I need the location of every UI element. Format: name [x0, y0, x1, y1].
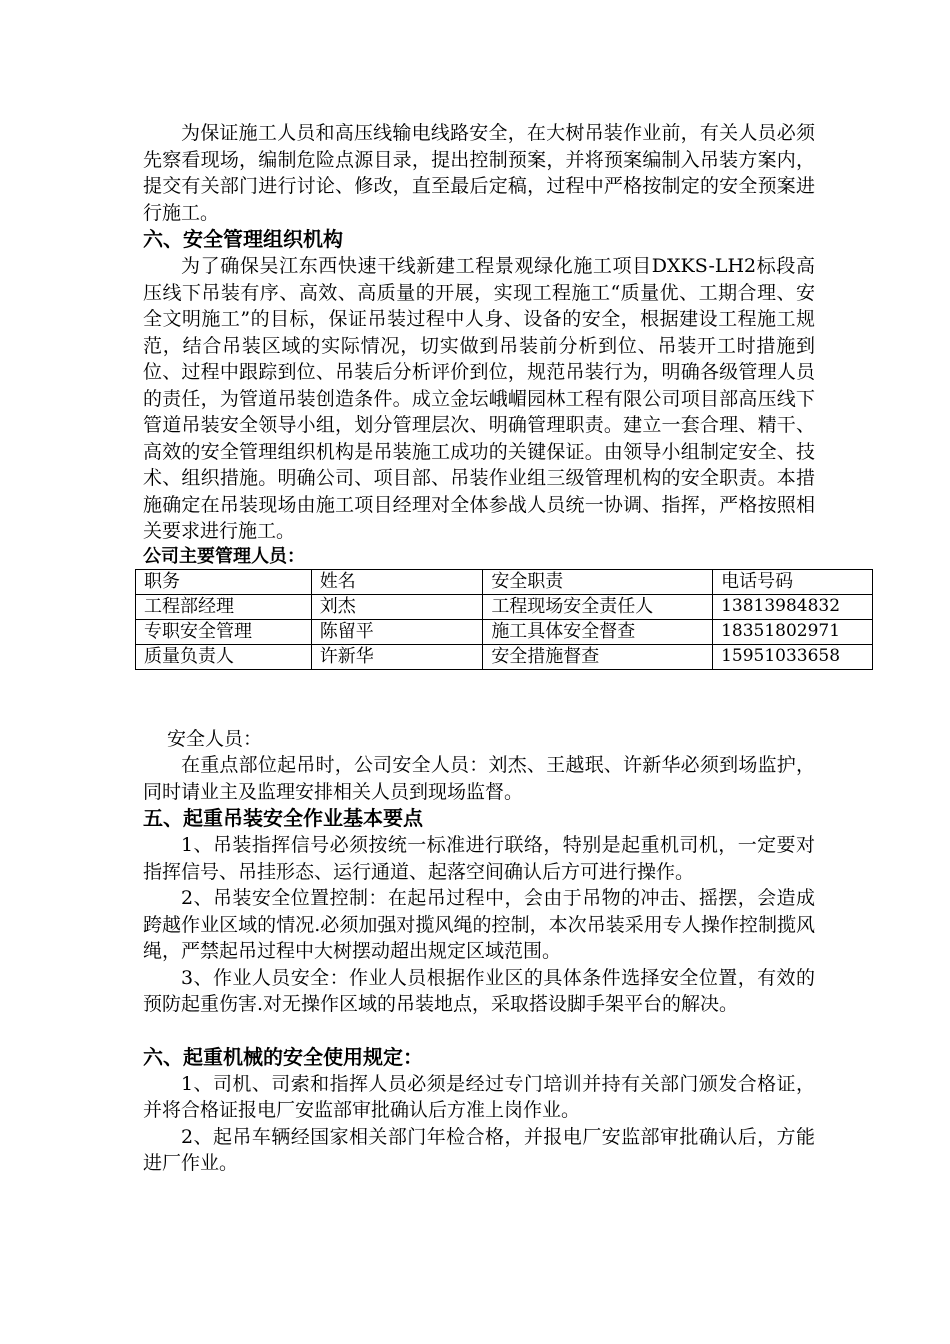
safety-staff-label: 安全人员：: [167, 727, 263, 750]
intro-paragraph: 为保证施工人员和高压线输电线路安全，在大树吊装作业前，有关人员必须先察看现场，编制危险点源目录，提出控制预案，并将预案编制入吊装方案内，提交有关部门进行讨论、修改，直至最后定稿，过程中严格按制定的安全预案进行施工。: [143, 122, 815, 224]
table-cell: 专职安全管理: [136, 619, 312, 644]
document-page: [143, 120, 841, 1177]
lifting-item-2: 2、吊装安全位置控制：在起吊过程中，会由于吊物的冲击、摇摆，会造成跨越作业区域的情况.必须加强对揽风绳的控制，本次吊装采用专人操作控制揽风绳，严禁起吊过程中大树摆动超出规定区域范围。: [143, 887, 815, 962]
staff-table: [135, 569, 873, 670]
table-cell: 质量负责人: [136, 644, 312, 669]
table-cell: 18351802971: [713, 619, 873, 644]
spacer: [143, 1018, 815, 1044]
column-header: 安全职责: [483, 569, 713, 594]
section-machinery-heading: 六、起重机械的安全使用规定：: [143, 1044, 423, 1069]
section-lifting-heading: 五、起重吊装安全作业基本要点: [143, 806, 423, 830]
staff-table-heading: 公司主要管理人员：: [143, 545, 305, 567]
table-header-row: [136, 569, 873, 594]
lifting-item-1: 1、吊装指挥信号必须按统一标准进行联络，特别是起重机司机，一定要对指挥信号、吊挂形态、运行通道、起落空间确认后方可进行操作。: [143, 834, 815, 883]
machinery-item-2: 2、起吊车辆经国家相关部门年检合格，并报电厂安监部审批确认后，方能进厂作业。: [143, 1125, 815, 1174]
table-cell: 陈留平: [311, 619, 483, 644]
table-row: [136, 594, 873, 619]
table-cell: 工程部经理: [136, 594, 312, 619]
column-header: 电话号码: [713, 569, 873, 594]
table-cell: 刘杰: [311, 594, 483, 619]
column-header: 职务: [136, 569, 312, 594]
table-cell: 15951033658: [713, 644, 873, 669]
spacer: [143, 670, 815, 726]
table-row: [136, 644, 873, 669]
section-org-heading: 六、安全管理组织机构: [143, 227, 343, 251]
column-header: 姓名: [311, 569, 483, 594]
table-cell: 安全措施督查: [483, 644, 713, 669]
table-cell: 工程现场安全责任人: [483, 594, 713, 619]
table-cell: 许新华: [311, 644, 483, 669]
table-cell: 施工具体安全督查: [483, 619, 713, 644]
section-org-paragraph: 为了确保吴江东西快速干线新建工程景观绿化施工项目DXKS-LH2标段高压线下吊装有序、高效、高质量的开展，实现工程施工“质量优、工期合理、安全文明施工”的目标，保证吊装过程中人身、设备的安全，根据建设工程施工规范，结合吊装区域的实际情况，切实做到吊装前分析到位、吊装开工时措施到位、过程中跟踪到位、吊装后分析评价到位，规范吊装行为，明确各级管理人员的责任，为管道吊装创造条件。成立金坛峨嵋园林工程有限公司项目部高压线下管道吊装安全领导小组，划分管理层次、明确管理职责。建立一套合理、精干、高效的安全管理组织机构是吊装施工成功的关键保证。由领导小组制定安全、技术、组织措施。明确公司、项目部、吊装作业组三级管理机构的安全职责。本措施确定在吊装现场由施工项目经理对全体参战人员统一协调、指挥，严格按照相关要求进行施工。: [143, 255, 815, 542]
table-row: [136, 619, 873, 644]
safety-staff-paragraph: 在重点部位起吊时，公司安全人员：刘杰、王越珉、许新华必须到场监护，同时请业主及监理安排相关人员到现场监督。: [143, 754, 815, 803]
machinery-item-1: 1、司机、司索和指挥人员必须是经过专门培训并持有关部门颁发合格证，并将合格证报电厂安监部审批确认后方准上岗作业。: [143, 1072, 815, 1121]
table-cell: 13813984832: [713, 594, 873, 619]
lifting-item-3: 3、作业人员安全：作业人员根据作业区的具体条件选择安全位置，有效的预防起重伤害.对无操作区域的吊装地点，采取搭设脚手架平台的解决。: [143, 966, 815, 1015]
